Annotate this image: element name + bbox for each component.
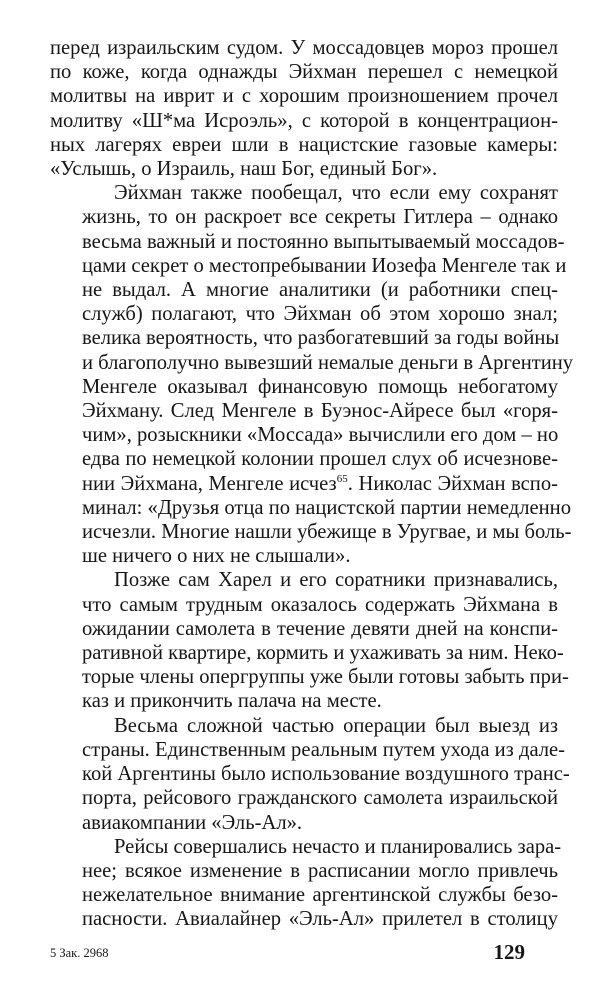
text-line: пасности. Авиалайнер «Эль-Ал» прилетел в столицу [82, 908, 558, 931]
text-line: цами секрет о местопребывании Иозефа Менгеле так и [82, 254, 567, 277]
text-line: чим», розыскники «Моссада» вычислили его дом – но [82, 424, 559, 447]
text-line: служб) полагают, что Эйхман об этом хорошо знал; [82, 303, 558, 326]
text-line: Эйхману. След Менгеле в Буэнос-Айресе был «горя- [82, 400, 558, 423]
text-line: минал: «Друзья отца по нацистской партии немедленно [82, 496, 571, 519]
text-line: торые члены опергруппы уже были готовы забыть при- [82, 666, 569, 689]
paragraph-2 [50, 181, 574, 568]
text-line: авиакомпании «Эль-Ал». [82, 811, 303, 834]
paragraph-1 [50, 36, 558, 181]
footnote-ref[interactable]: 65 [336, 472, 348, 485]
page-footer [50, 940, 525, 966]
text-line: ожидании самолета в течение девяти дней на конспи- [82, 617, 558, 640]
text-line: ных лагерях евреи шли в нацистские газовые камеры: [50, 133, 558, 156]
text-line: «Услышь, о Израиль, наш Бог, единый Бог». [50, 158, 438, 181]
paragraph-5 [50, 835, 562, 932]
text-line-with-footnote [50, 472, 558, 496]
text-line: исчезли. Многие нашли убежище в Уругвае, и мы боль- [82, 521, 572, 544]
text-line: Весьма сложной частью операции был выезд из [114, 714, 558, 737]
text-line: кой Аргентины было использование воздушного транс- [82, 763, 570, 786]
text-line: молитву «Ш*ма Исроэль», с которой в концентрацион- [50, 109, 558, 132]
text-line: каз и прикончить палача на месте. [82, 690, 382, 713]
text-line: страны. Единственным реальным путем ухода из дале- [82, 738, 566, 761]
text-line: молитвы на иврит и с хорошим произношением прочел [50, 85, 558, 108]
text-line: жизнь, то он раскроет все секреты Гитлера – однако [82, 206, 558, 229]
text-line: порта, рейсового гражданского самолета израильской [82, 787, 558, 810]
text-line: велика вероятность, что разбогатевший за годы войны [82, 327, 560, 350]
text-line: ше ничего о них не слышали». [82, 545, 351, 568]
text-line: ративной квартире, кормить и ухаживать за ним. Неко- [82, 642, 564, 665]
text-segment: нии Эйхмана, Менгеле исчез [82, 472, 337, 495]
text-line: и благополучно вывезший немалые деньги в Аргентину [82, 351, 574, 374]
text-line: нежелательное внимание аргентинской службы безо- [82, 884, 558, 907]
text-line: перед израильским судом. У моссадовцев мороз прошел [50, 37, 558, 59]
text-line: Рейсы совершались нечасто и планировались зара- [114, 835, 562, 858]
text-line: Позже сам Харел и его соратники признавались, [114, 569, 558, 592]
text-line: Менгеле оказывал финансовую помощь небогатому [82, 375, 558, 398]
page-text [50, 36, 574, 932]
text-line: нее; всякое изменение в расписании могло привлечь [82, 859, 558, 882]
text-line: по коже, когда однажды Эйхман перешел с немецкой [50, 61, 558, 84]
text-segment: . Николас Эйхман вспо- [347, 472, 558, 495]
text-line: Эйхман также пообещал, что если ему сохранят [114, 182, 558, 205]
paragraph-3 [50, 568, 569, 713]
text-line: весьма важный и постоянно выпытываемый моссадов- [82, 230, 565, 253]
paragraph-4 [50, 714, 570, 835]
page-number: 129 [493, 940, 525, 964]
text-line: не выдал. А многие аналитики (и работники спец- [82, 279, 558, 302]
text-line: едва по немецкой колонии прошел слух об исчезнове- [82, 448, 558, 471]
printer-signature: 5 Зак. 2968 [50, 946, 109, 960]
text-line: что самым трудным оказалось содержать Эйхмана в [82, 593, 558, 616]
